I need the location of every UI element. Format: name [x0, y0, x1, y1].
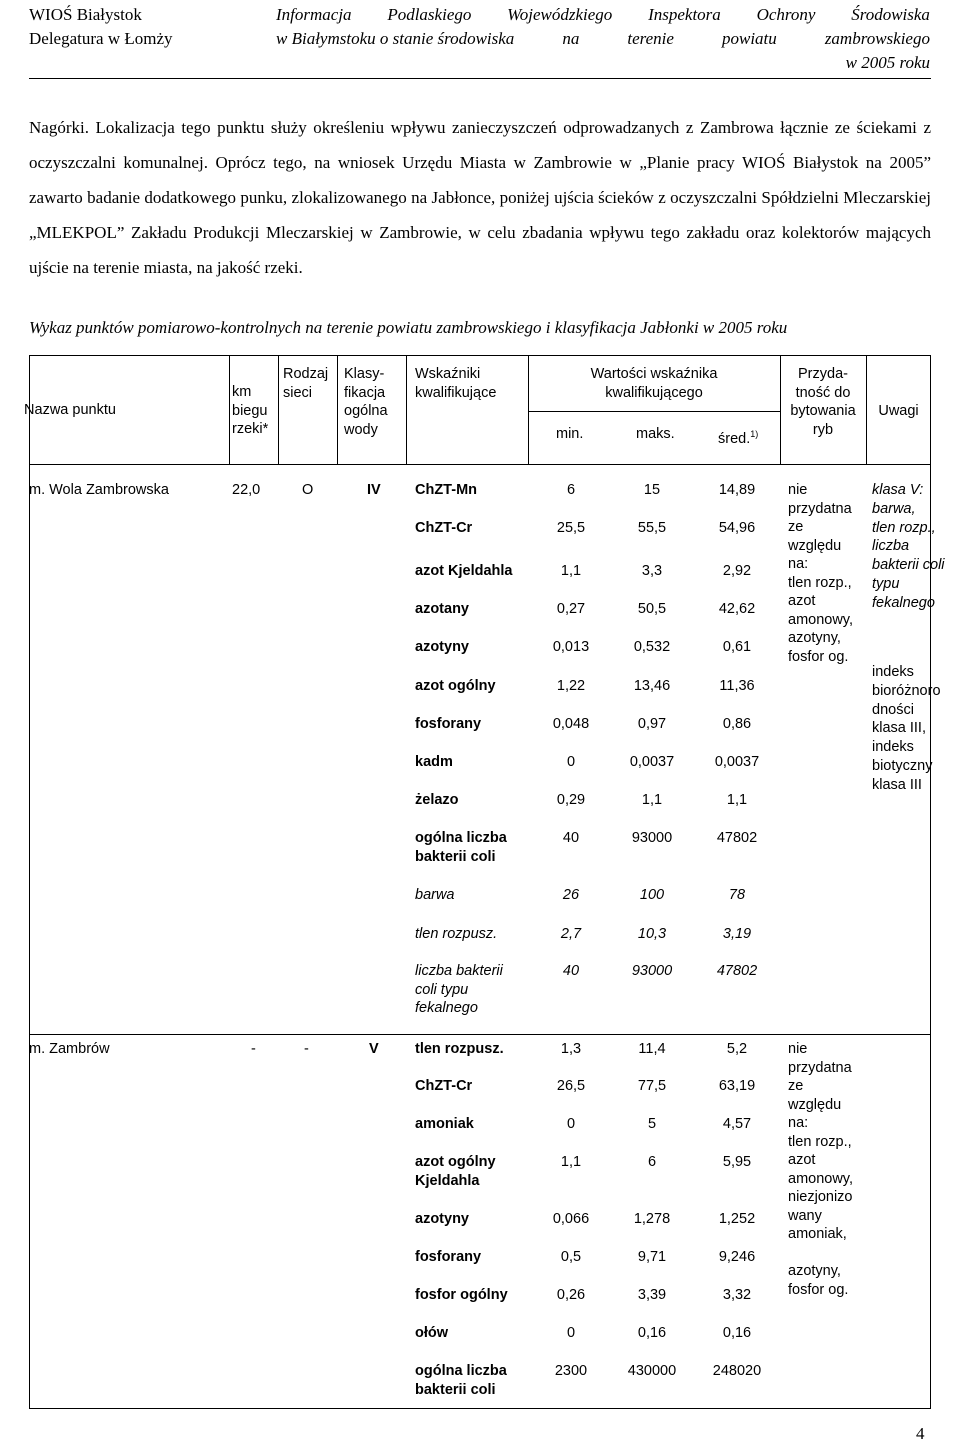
- title-line-2: [276, 27, 930, 51]
- point1-fish: [788, 481, 853, 666]
- indicator-name: azot Kjeldahla: [415, 563, 513, 579]
- fish-line: azot: [788, 1152, 816, 1168]
- value-avg: 5,2: [726, 1041, 748, 1057]
- value-avg: 5,95: [722, 1154, 752, 1170]
- fish-line: fosfor og.: [788, 648, 849, 665]
- point1-km: 22,0: [232, 482, 261, 498]
- fish-line: tlen rozp.,: [788, 1133, 852, 1150]
- value-avg: 2,92: [722, 563, 752, 579]
- remark-line: fekalnego: [872, 594, 935, 611]
- value-min: 1,1: [560, 1154, 582, 1170]
- indicator-name: [415, 829, 507, 866]
- title-line-3: w 2005 roku: [845, 53, 930, 72]
- value-max: 11,4: [638, 1041, 666, 1057]
- value-max: 93000: [631, 830, 673, 846]
- value-min: 0,29: [556, 792, 586, 808]
- header-rule: [29, 78, 931, 79]
- col-sep: [406, 355, 407, 464]
- value-max: 55,5: [637, 520, 667, 536]
- col-sep: [337, 355, 338, 464]
- title-word: Informacja: [276, 5, 352, 24]
- fish-line: amonowy,: [788, 1170, 854, 1187]
- th-min: min.: [556, 426, 584, 442]
- value-avg: 54,96: [718, 520, 756, 536]
- value-max: 3,3: [641, 563, 663, 579]
- indicator-name: fosforany: [415, 1249, 482, 1265]
- th-class-l3: ogólna: [344, 403, 388, 419]
- th-avg: [718, 425, 758, 448]
- fish-line: [788, 1244, 853, 1263]
- indicator-name: azotyny: [415, 1211, 469, 1227]
- value-min: 1,3: [560, 1041, 582, 1057]
- value-min: 1,22: [556, 678, 586, 694]
- fish-line: azotyny,: [788, 1263, 841, 1279]
- value-min: 0,27: [556, 601, 586, 617]
- value-max: 9,71: [637, 1249, 667, 1265]
- values-subdivider: [528, 411, 780, 412]
- header-title: [276, 3, 930, 75]
- indicator-name-l2: bakterii coli: [415, 848, 496, 865]
- page-number: 4: [916, 1424, 925, 1443]
- fish-line: nie: [788, 1041, 808, 1057]
- title-word: terenie: [627, 29, 674, 48]
- table-caption: Wykaz punktów pomiarowo-kontrolnych na terenie powiatu zambrowskiego i klasyfikacja Jabłonki w 2005 roku: [29, 318, 788, 337]
- title-word: Podlaskiego: [387, 5, 472, 24]
- indicator-name: ołów: [415, 1325, 449, 1341]
- th-fish-l4: ryb: [812, 421, 834, 438]
- point2-name: m. Zambrów: [29, 1041, 110, 1057]
- remark-line: indeks: [872, 739, 914, 756]
- point-divider: [29, 1034, 931, 1035]
- th-name: Nazwa punktu: [24, 402, 116, 418]
- fish-line: fosfor og.: [788, 1281, 849, 1298]
- indicator-name-l2: bakterii coli: [415, 1381, 496, 1398]
- value-max: 100: [639, 887, 665, 903]
- body-paragraph: Nagórki. Lokalizacja tego punktu służy określeniu wpływu zanieczyszczeń odprowadzanych z Zambrowa łącznie ze ściekami z oczyszczalni komunalnej. Oprócz tego, na wniosek Urzędu Miasta w Zambrowie w „Planie pracy WIOŚ Białystok na 2005” zawarto badanie dodatkowego punku, zlokalizowanego na Jabłonce, poniżej ujścia ścieków z oczyszczalni Spółdzielni Mleczarskiej „MLEKPOL” Zakładu Produkcji Mleczarskiej w Zambrowie, w celu zbadania wpływu tego zakładu oraz kolektorów mających ujście na terenie miasta, na jakość rzeki.: [29, 118, 931, 277]
- value-min: 40: [562, 963, 580, 979]
- th-indicators-l2: kwalifikujące: [415, 384, 497, 401]
- fish-line: amoniak,: [788, 1226, 847, 1242]
- fish-line: amonowy,: [788, 611, 854, 628]
- value-max: 430000: [627, 1363, 677, 1379]
- indicator-name: azot ogólny: [415, 678, 496, 694]
- indicator-name: [415, 1362, 507, 1399]
- value-min: 0,5: [560, 1249, 582, 1265]
- th-fish-l3: bytowania: [790, 403, 856, 419]
- indicator-name-l2: coli typu: [415, 981, 469, 998]
- fish-line: tlen rozp.,: [788, 574, 852, 591]
- remark-line: bioróżnoro: [872, 682, 941, 699]
- value-min: 26: [562, 887, 580, 903]
- indicator-name: ChZT-Cr: [415, 520, 473, 536]
- value-avg: 42,62: [718, 601, 756, 617]
- value-min: 0,066: [552, 1211, 590, 1227]
- value-max: 6: [647, 1154, 657, 1170]
- th-indicators: [415, 365, 496, 402]
- indicator-name: tlen rozpusz.: [415, 1041, 504, 1057]
- value-avg: 11,36: [719, 678, 755, 694]
- value-avg: 14,89: [718, 482, 756, 498]
- value-max: 10,3: [637, 926, 667, 942]
- indicator-name-l1: liczba bakterii: [415, 963, 503, 979]
- remark-line: klasa III: [872, 776, 922, 793]
- point2-fish: [788, 1040, 853, 1299]
- value-avg: 78: [728, 887, 746, 903]
- indicator-name: azotany: [415, 601, 469, 617]
- fish-line: przydatna: [788, 500, 852, 517]
- value-avg: 63,19: [718, 1078, 756, 1094]
- th-values-l2: kwalifikującego: [605, 384, 703, 401]
- value-max: 77,5: [637, 1078, 667, 1094]
- value-max: 15: [643, 482, 661, 498]
- th-km-l3: rzeki*: [232, 421, 269, 437]
- value-avg: 47802: [716, 830, 758, 846]
- indicator-name: amoniak: [415, 1116, 474, 1132]
- value-max: 3,39: [637, 1287, 667, 1303]
- fish-line: azotyny,: [788, 630, 841, 646]
- value-min: 26,5: [556, 1078, 586, 1094]
- value-avg: 3,32: [722, 1287, 752, 1303]
- fish-line: wany: [788, 1207, 822, 1224]
- indicator-name: barwa: [415, 887, 455, 903]
- value-avg: 1,1: [726, 792, 748, 808]
- value-max: 50,5: [637, 601, 667, 617]
- value-avg: 9,246: [718, 1249, 756, 1265]
- indicator-name-l3: fekalnego: [415, 1000, 478, 1016]
- th-network: [283, 365, 328, 402]
- indicator-name: [415, 962, 503, 1018]
- th-fish: [780, 365, 866, 439]
- remark-line: biotyczny: [872, 757, 933, 774]
- value-max: 13,46: [633, 678, 671, 694]
- remark-line: klasa III,: [872, 720, 926, 737]
- value-min: 0: [566, 754, 576, 770]
- fish-line: względu: [788, 537, 842, 554]
- th-values: [528, 365, 780, 402]
- value-max: 5: [647, 1116, 657, 1132]
- point1-network: O: [302, 482, 314, 498]
- title-line-1: [276, 3, 930, 27]
- value-max: 0,16: [637, 1325, 667, 1341]
- indicator-name-l1: ogólna liczba: [415, 830, 507, 846]
- point1-class: IV: [367, 482, 381, 498]
- th-km-l1: km: [232, 384, 252, 400]
- title-word: Inspektora: [648, 5, 721, 24]
- indicator-name: azotyny: [415, 639, 469, 655]
- value-min: 25,5: [556, 520, 586, 536]
- remark-line: dności: [872, 701, 914, 718]
- value-min: 0,048: [552, 716, 590, 732]
- indicator-name: [415, 1153, 496, 1190]
- value-min: 1,1: [560, 563, 582, 579]
- indicator-name: ChZT-Cr: [415, 1078, 473, 1094]
- indicator-name-l1: ogólna liczba: [415, 1363, 507, 1379]
- th-class-l2: fikacja: [344, 384, 386, 401]
- fish-line: na:: [788, 556, 809, 572]
- org-line-2: Delegatura w Łomży: [29, 29, 173, 48]
- point2-km: -: [251, 1041, 256, 1057]
- value-min: 6: [566, 482, 576, 498]
- fish-line: ze: [788, 519, 804, 535]
- value-avg: 1,252: [718, 1211, 756, 1227]
- remark-line: liczba: [872, 538, 910, 555]
- point1-remarks-b: [872, 663, 941, 795]
- value-avg: 0,61: [722, 639, 752, 655]
- fish-line: niezjonizo: [788, 1189, 853, 1205]
- indicator-name: fosforany: [415, 716, 482, 732]
- header-divider: [29, 464, 931, 465]
- value-avg: 0,0037: [714, 754, 760, 770]
- value-avg: 4,57: [722, 1116, 752, 1132]
- value-max: 0,532: [633, 639, 671, 655]
- th-remarks: Uwagi: [878, 403, 919, 419]
- indicator-name: kadm: [415, 754, 453, 770]
- remark-line: bakterii coli: [872, 557, 945, 574]
- org-line-1: WIOŚ Białystok: [29, 5, 142, 24]
- header-org: [29, 3, 173, 51]
- remark-line: barwa,: [872, 500, 916, 517]
- th-km-l2: biegu: [232, 402, 268, 419]
- indicator-name-l2: Kjeldahla: [415, 1172, 480, 1189]
- value-max: 0,0037: [629, 754, 675, 770]
- value-min: 0,26: [556, 1287, 586, 1303]
- value-min: 0: [566, 1325, 576, 1341]
- value-min: 0: [566, 1116, 576, 1132]
- indicator-name: żelazo: [415, 792, 459, 808]
- value-avg: 0,16: [722, 1325, 752, 1341]
- title-word: Środowiska: [851, 5, 930, 24]
- value-avg: 248020: [712, 1363, 762, 1379]
- value-max: 1,1: [641, 792, 663, 808]
- th-max: maks.: [636, 426, 675, 442]
- th-avg-footnote: 1): [750, 429, 759, 439]
- th-avg-label: śred.: [718, 430, 751, 447]
- value-max: 0,97: [637, 716, 667, 732]
- col-sep: [278, 355, 279, 464]
- title-word: powiatu: [721, 29, 777, 48]
- indicator-name-l1: azot ogólny: [415, 1154, 496, 1170]
- title-word: na: [562, 29, 580, 48]
- fish-line: azot: [788, 593, 816, 609]
- remark-line: typu: [872, 575, 900, 592]
- point2-class: V: [369, 1041, 379, 1057]
- value-avg: 47802: [716, 963, 758, 979]
- th-values-l1: Wartości wskaźnika: [590, 366, 718, 382]
- remark-line: tlen rozp.,: [872, 519, 936, 536]
- value-avg: 3,19: [722, 926, 752, 942]
- indicator-name: fosfor ogólny: [415, 1287, 508, 1303]
- fish-line: przydatna: [788, 1059, 852, 1076]
- fish-line: względu: [788, 1096, 842, 1113]
- indicator-name: ChZT-Mn: [415, 482, 478, 498]
- title-word: w Białymstoku o stanie środowiska: [276, 29, 515, 48]
- fish-line: na:: [788, 1115, 809, 1131]
- th-fish-l2: tność do: [795, 384, 851, 401]
- remark-line: klasa V:: [872, 482, 924, 498]
- value-avg: 0,86: [722, 716, 752, 732]
- value-min: 40: [562, 830, 580, 846]
- col-sep: [229, 355, 230, 464]
- remark-line: indeks: [872, 664, 914, 680]
- th-network-l2: sieci: [283, 384, 313, 401]
- indicator-name: tlen rozpusz.: [415, 926, 498, 942]
- value-min: 0,013: [552, 639, 590, 655]
- value-max: 93000: [631, 963, 673, 979]
- value-max: 1,278: [633, 1211, 671, 1227]
- title-word: Wojewódzkiego: [507, 5, 613, 24]
- point1-remarks-a: [872, 481, 945, 613]
- title-word: Ochrony: [756, 5, 816, 24]
- th-fish-l1: Przyda-: [798, 366, 848, 382]
- th-class-l4: wody: [344, 421, 378, 438]
- value-min: 2,7: [560, 926, 582, 942]
- th-class-l1: Klasy-: [344, 366, 385, 382]
- value-min: 2300: [554, 1363, 588, 1379]
- title-word: zambrowskiego: [824, 29, 930, 48]
- th-indicators-l1: Wskaźniki: [415, 366, 481, 382]
- point2-network: -: [304, 1041, 309, 1057]
- th-km: [232, 383, 268, 439]
- fish-line: ze: [788, 1078, 804, 1094]
- fish-line: nie: [788, 482, 808, 498]
- point1-name: m. Wola Zambrowska: [29, 482, 169, 498]
- th-network-l1: Rodzaj: [283, 366, 329, 382]
- th-class: [344, 365, 388, 439]
